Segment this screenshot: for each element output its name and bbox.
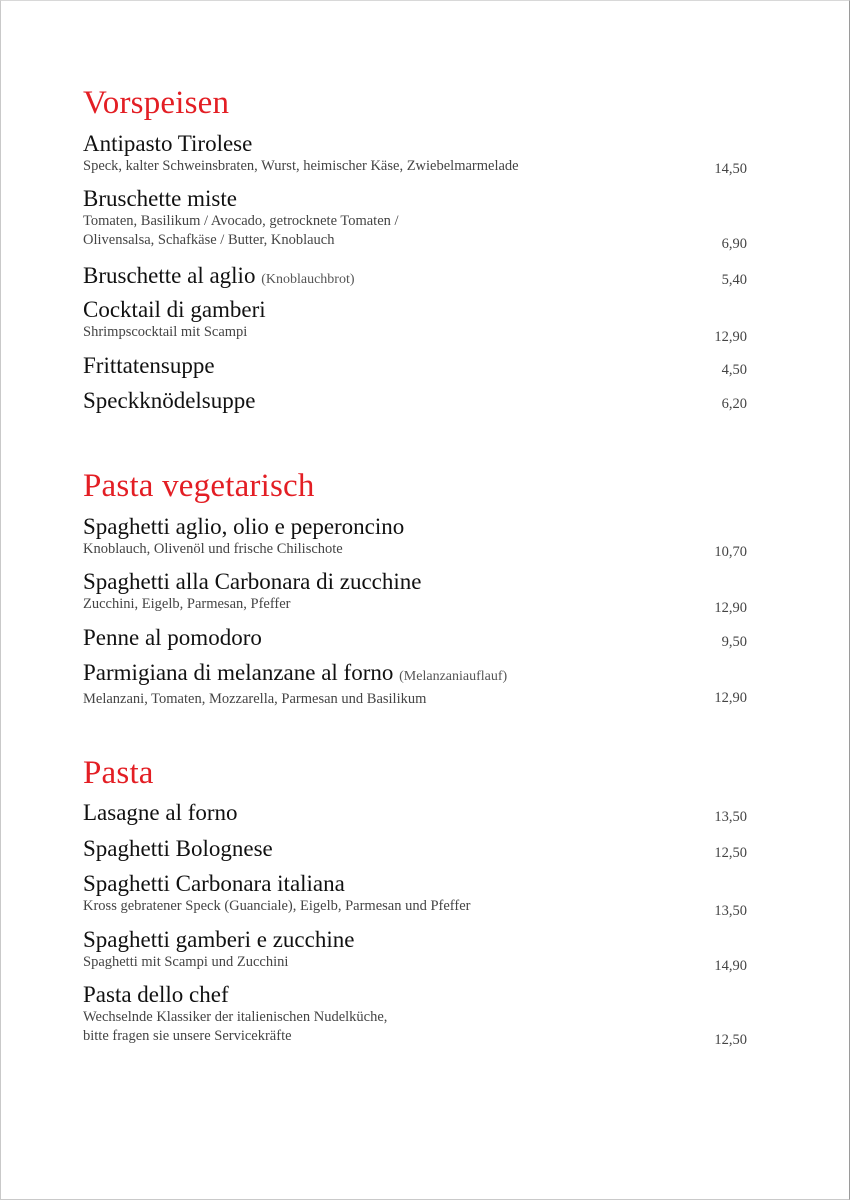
item-name: Spaghetti Carbonara italiana: [83, 871, 345, 896]
item-note: (Melanzaniauflauf): [399, 669, 508, 684]
item-price: 6,20: [721, 396, 747, 412]
menu-item: [83, 297, 747, 345]
item-price: 4,50: [721, 362, 747, 378]
item-name: Speckknödelsuppe: [83, 388, 256, 413]
item-description: Tomaten, Basilikum / Avocado, getrocknete Tomaten /: [83, 213, 399, 229]
menu-item: [83, 388, 747, 416]
item-description: Wechselnde Klassiker der italienischen Nudelküche,: [83, 1009, 388, 1025]
menu-item: [83, 982, 747, 1050]
item-description: bitte fragen sie unsere Servicekräfte: [83, 1028, 292, 1044]
menu-item: [83, 927, 747, 975]
item-price: 12,90: [714, 329, 747, 345]
item-name: Cocktail di gamberi: [83, 297, 266, 322]
item-name: Frittatensuppe: [83, 353, 215, 378]
item-description: Kross gebratener Speck (Guanciale), Eigelb, Parmesan und Pfeffer: [83, 898, 471, 914]
menu-item: [83, 353, 747, 381]
menu-item: [83, 625, 747, 653]
item-price: 12,90: [714, 690, 747, 706]
menu-item: [83, 569, 747, 617]
item-name: Penne al pomodoro: [83, 625, 262, 650]
item-price: 9,50: [721, 634, 747, 650]
menu-item: [83, 871, 747, 919]
item-price: 5,40: [721, 272, 747, 288]
item-price: 6,90: [721, 236, 747, 252]
item-name-text: Parmigiana di melanzane al forno: [83, 660, 394, 685]
menu-item: [83, 186, 747, 254]
item-price: 10,70: [714, 544, 747, 560]
item-price: 13,50: [714, 903, 747, 919]
item-name: Pasta dello chef: [83, 982, 229, 1007]
item-name: Spaghetti gamberi e zucchine: [83, 927, 355, 952]
menu-item: [83, 836, 747, 864]
section-title-pasta: Pasta: [83, 755, 154, 791]
item-name: Spaghetti alla Carbonara di zucchine: [83, 569, 422, 594]
item-name: Antipasto Tirolese: [83, 131, 253, 156]
menu-item: [83, 131, 747, 177]
menu-item: [83, 514, 747, 562]
item-note: (Knoblauchbrot): [261, 272, 355, 287]
item-name: [83, 660, 747, 690]
item-price: 14,50: [714, 161, 747, 177]
item-description: Zucchini, Eigelb, Parmesan, Pfeffer: [83, 596, 291, 612]
item-price: 14,90: [714, 958, 747, 974]
menu-item: [83, 800, 747, 828]
item-price: 12,90: [714, 600, 747, 616]
section-title-pasta-vegetarisch: Pasta vegetarisch: [83, 468, 315, 504]
item-description: Shrimpscocktail mit Scampi: [83, 324, 248, 340]
item-description: Knoblauch, Olivenöl und frische Chilischote: [83, 541, 343, 557]
item-description: Spaghetti mit Scampi und Zucchini: [83, 954, 289, 970]
item-description: Melanzani, Tomaten, Mozzarella, Parmesan und Basilikum: [83, 691, 427, 707]
item-name: Spaghetti aglio, olio e peperoncino: [83, 514, 405, 539]
menu-item: [83, 660, 747, 708]
item-price: 12,50: [714, 845, 747, 861]
item-name: Bruschette miste: [83, 186, 237, 211]
item-name: Lasagne al forno: [83, 800, 238, 825]
item-description: Olivensalsa, Schafkäse / Butter, Knoblauch: [83, 232, 335, 248]
section-title-vorspeisen: Vorspeisen: [83, 85, 230, 121]
item-name: [83, 263, 747, 293]
menu-item: [83, 263, 747, 291]
item-name: Spaghetti Bolognese: [83, 836, 273, 861]
item-name-text: Bruschette al aglio: [83, 263, 256, 288]
item-description: Speck, kalter Schweinsbraten, Wurst, heimischer Käse, Zwiebelmarmelade: [83, 158, 519, 174]
item-price: 12,50: [714, 1032, 747, 1048]
item-price: 13,50: [714, 809, 747, 825]
